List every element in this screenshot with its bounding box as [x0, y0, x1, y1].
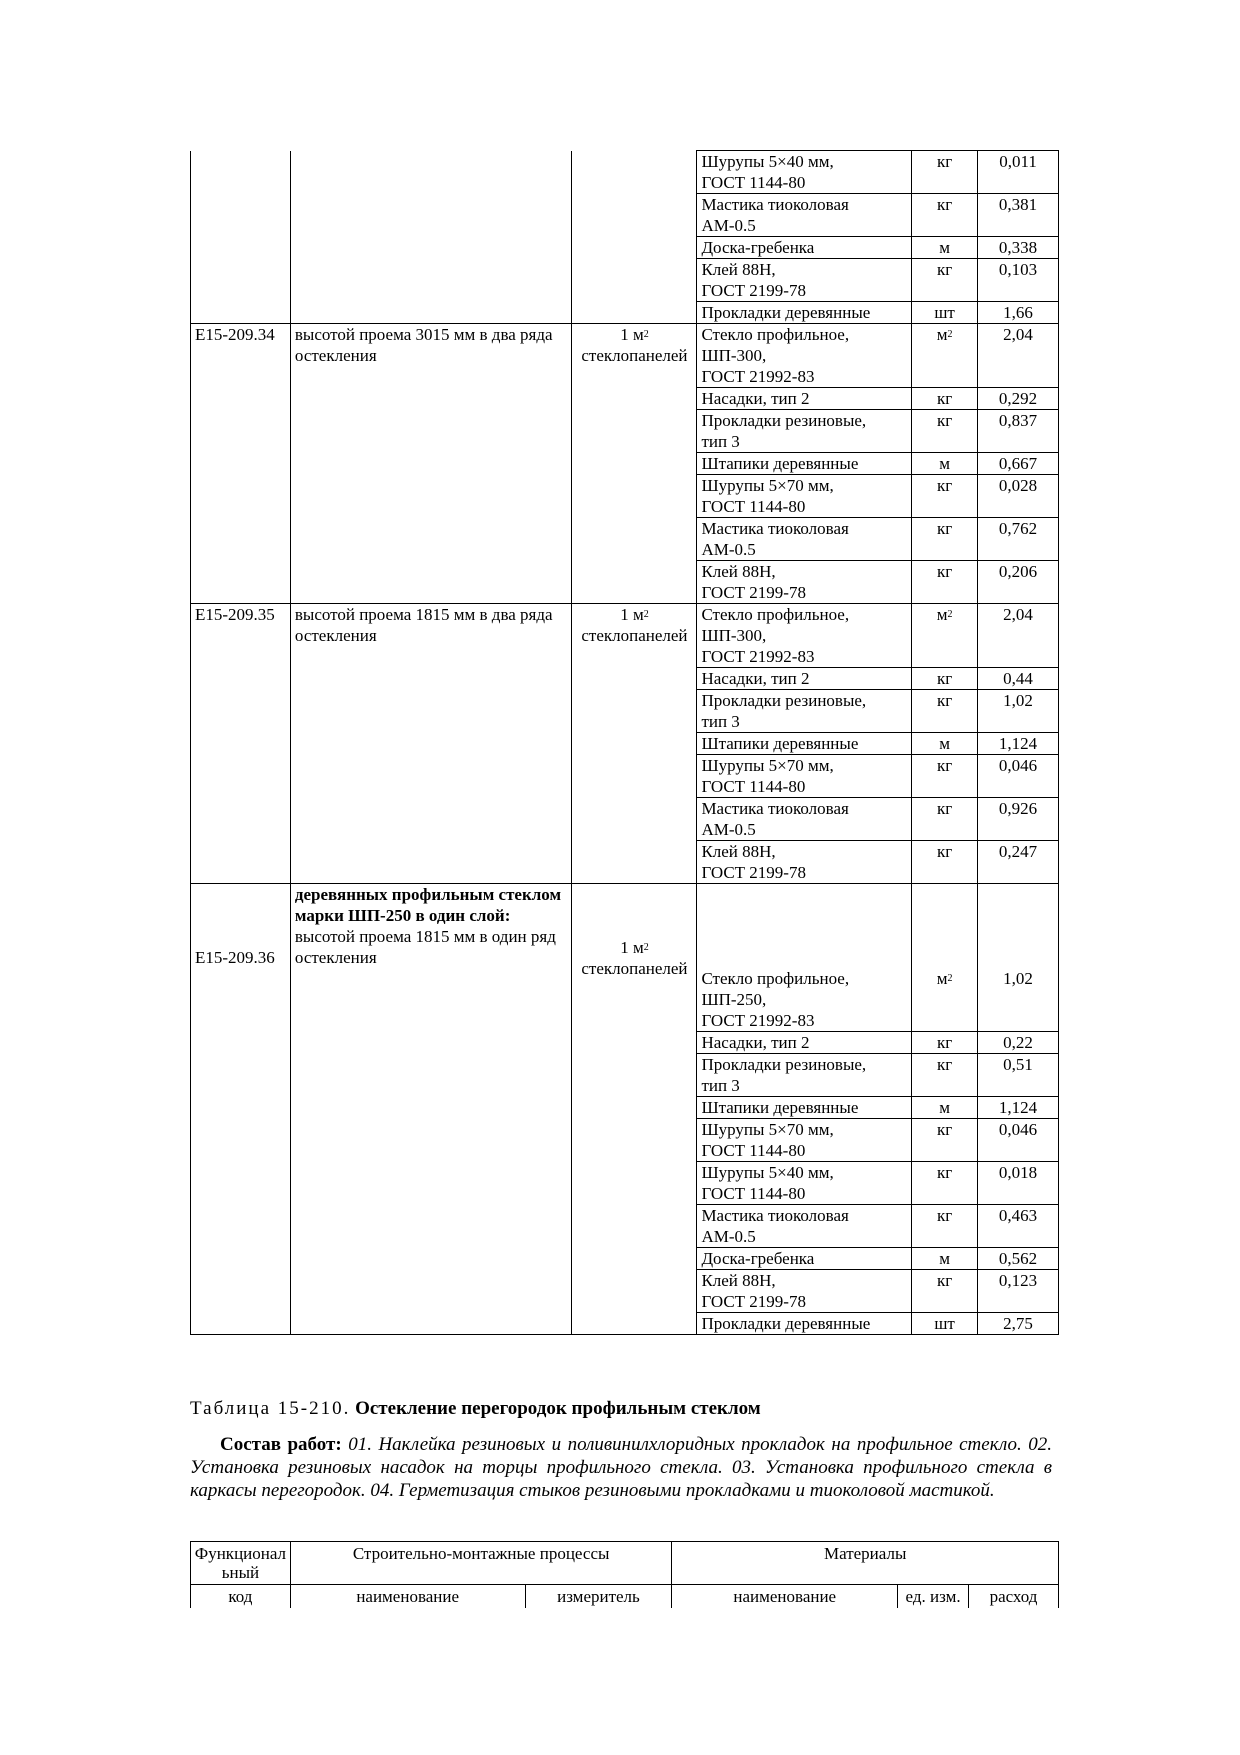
material-unit [912, 668, 978, 690]
process-name-cell [290, 324, 572, 388]
meter-cell: 1 $м^2$ стеклопанелей [572, 604, 697, 668]
material-name: Стекло профильное, ШП-300, ГОСТ 21992-83 [697, 604, 912, 668]
table-row [191, 733, 1059, 755]
material-unit [912, 1313, 978, 1335]
material-consumption: 0,667 [978, 453, 1059, 475]
table-row [191, 475, 1059, 518]
norm-code [191, 1270, 291, 1313]
material-unit-text: м [936, 605, 948, 624]
table-row [191, 324, 1059, 388]
material-unit-text: кг [936, 152, 953, 171]
material-unit-text: кг [936, 260, 953, 279]
process-name-cell [290, 755, 572, 798]
meter-cell [572, 1270, 697, 1313]
header-materials: Материалы [672, 1542, 1059, 1585]
process-name-cell [290, 798, 572, 841]
material-unit-text: м [936, 325, 948, 344]
table-row [191, 604, 1059, 668]
material-unit [912, 1162, 978, 1205]
material-unit-text: шт [934, 1314, 955, 1333]
material-unit-text: кг [936, 756, 953, 775]
process-name-cell [290, 1205, 572, 1248]
material-consumption: 0,926 [978, 798, 1059, 841]
material-name: Насадки, тип 2 [697, 668, 912, 690]
process-name-cell [290, 1313, 572, 1335]
norm-code [191, 1162, 291, 1205]
material-consumption: 0,463 [978, 1205, 1059, 1248]
process-name-cell [290, 1162, 572, 1205]
table-row [191, 1313, 1059, 1335]
material-consumption: 0,381 [978, 194, 1059, 237]
material-unit-text: шт [934, 303, 955, 322]
material-name: Мастика тиоколовая АМ-0.5 [697, 798, 912, 841]
norm-code [191, 733, 291, 755]
process-name: высотой проема 3015 мм в два ряда остекления [294, 325, 553, 365]
meter-cell [572, 237, 697, 259]
material-unit-text: кг [936, 799, 953, 818]
process-name-cell [290, 1119, 572, 1162]
material-name: Стекло профильное, ШП-300, ГОСТ 21992-83 [697, 324, 912, 388]
material-unit [912, 798, 978, 841]
meter-cell [572, 194, 697, 237]
material-name: Шурупы 5×40 мм, ГОСТ 1144-80 [697, 1162, 912, 1205]
table-row [191, 1162, 1059, 1205]
meter-cell [572, 302, 697, 324]
material-unit [912, 453, 978, 475]
header-meter: измеритель [525, 1585, 672, 1609]
material-unit-text: кг [936, 669, 953, 688]
meter-cell [572, 1313, 697, 1335]
material-name: Мастика тиоколовая АМ-0.5 [697, 194, 912, 237]
table-row [191, 259, 1059, 302]
norm-code [191, 561, 291, 604]
composition-label: Состав работ: [220, 1434, 342, 1455]
meter-cell: 1 $м^2$ стеклопанелей [572, 324, 697, 388]
process-name-cell [290, 237, 572, 259]
material-consumption: 0,011 [978, 151, 1059, 194]
meter-cell [572, 798, 697, 841]
meter-cell [572, 841, 697, 884]
norm-code [191, 453, 291, 475]
table-row [191, 668, 1059, 690]
meter-cell [572, 1162, 697, 1205]
table-row [191, 1270, 1059, 1313]
table-row [191, 841, 1059, 884]
material-unit [912, 1205, 978, 1248]
material-unit [912, 755, 978, 798]
material-name: Шурупы 5×70 мм, ГОСТ 1144-80 [697, 475, 912, 518]
process-name-cell [290, 410, 572, 453]
material-unit [912, 259, 978, 302]
material-consumption: 0,562 [978, 1248, 1059, 1270]
norm-code [191, 475, 291, 518]
material-consumption: 0,247 [978, 841, 1059, 884]
meter-cell [572, 388, 697, 410]
material-unit [912, 410, 978, 453]
material-unit-text: кг [936, 562, 953, 581]
material-unit [912, 1054, 978, 1097]
material-unit [912, 194, 978, 237]
material-unit [912, 237, 978, 259]
table-row [191, 1054, 1059, 1097]
header-consumption: расход [969, 1585, 1059, 1609]
process-name-cell [290, 1248, 572, 1270]
material-name: Мастика тиоколовая АМ-0.5 [697, 518, 912, 561]
process-name-cell [290, 194, 572, 237]
table-row [191, 453, 1059, 475]
material-name: Насадки, тип 2 [697, 388, 912, 410]
table-caption [190, 1398, 761, 1420]
material-name: Клей 88Н, ГОСТ 2199-78 [697, 1270, 912, 1313]
material-unit-text: кг [936, 1120, 953, 1139]
meter-cell [572, 561, 697, 604]
material-name: Клей 88Н, ГОСТ 2199-78 [697, 561, 912, 604]
table-row [191, 1032, 1059, 1054]
norm-code [191, 1248, 291, 1270]
norm-code [191, 194, 291, 237]
norm-code: Е15-209.35 [191, 604, 291, 668]
material-unit-text: кг [936, 1206, 953, 1225]
material-name: Доска-гребенка [697, 237, 912, 259]
norm-code [191, 1054, 291, 1097]
norm-code [191, 259, 291, 302]
process-name-cell [290, 1054, 572, 1097]
material-name: Доска-гребенка [697, 1248, 912, 1270]
norm-code [191, 755, 291, 798]
material-name: Насадки, тип 2 [697, 1032, 912, 1054]
material-unit-text: кг [936, 1055, 953, 1074]
composition-text: 01. Наклейка резиновых и поливинилхлоридных прокладок на профильное стекло. 02. Установка резиновых насадок на торцы профильного стекла. 03. Установка профильного стекла в каркасы перегородок. 04. Герметизация стыков резиновыми прокладками и тиоколовой мастикой. [190, 1434, 1052, 1501]
material-name: Штапики деревянные [697, 733, 912, 755]
material-consumption: 1,02 [978, 884, 1059, 1032]
process-name-cell [290, 1270, 572, 1313]
material-name: Клей 88Н, ГОСТ 2199-78 [697, 259, 912, 302]
norm-code [191, 668, 291, 690]
material-name: Стекло профильное, ШП-250, ГОСТ 21992-83 [697, 884, 912, 1032]
material-unit-text: кг [936, 1271, 953, 1290]
material-name: Прокладки резиновые, тип 3 [697, 690, 912, 733]
material-consumption: 0,046 [978, 755, 1059, 798]
meter-cell [572, 259, 697, 302]
meter-object: стеклопанелей [581, 626, 688, 645]
header-name: наименование [290, 1585, 525, 1609]
material-consumption: 0,44 [978, 668, 1059, 690]
table-row [191, 561, 1059, 604]
material-name: Прокладки деревянные [697, 302, 912, 324]
process-name-cell [290, 561, 572, 604]
meter-value: 1 м [620, 605, 644, 624]
material-consumption: 0,338 [978, 237, 1059, 259]
process-name-cell [290, 604, 572, 668]
material-name: Клей 88Н, ГОСТ 2199-78 [697, 841, 912, 884]
material-consumption: 1,124 [978, 1097, 1059, 1119]
material-unit [912, 1097, 978, 1119]
material-unit-text: м [939, 734, 950, 753]
meter-object: стеклопанелей [581, 958, 688, 978]
material-unit: $м^2$ [912, 884, 978, 1032]
section-heading: деревянных профильным стеклом марки ШП-250 в один слой: [294, 885, 562, 925]
norm-code [191, 798, 291, 841]
table-row [191, 1097, 1059, 1119]
norm-code [191, 518, 291, 561]
material-unit [912, 1119, 978, 1162]
material-consumption: 0,018 [978, 1162, 1059, 1205]
meter-cell [572, 1097, 697, 1119]
material-unit-text: кг [936, 476, 953, 495]
material-consumption: 2,04 [978, 604, 1059, 668]
material-unit-text: м [939, 1249, 950, 1268]
material-unit [912, 1248, 978, 1270]
table-row [191, 690, 1059, 733]
table-row [191, 410, 1059, 453]
norm-code [191, 1032, 291, 1054]
material-consumption: 0,028 [978, 475, 1059, 518]
material-unit-text: м [939, 238, 950, 257]
material-unit [912, 518, 978, 561]
material-unit-text: кг [936, 389, 953, 408]
process-name-cell [290, 259, 572, 302]
process-name-cell [290, 388, 572, 410]
material-unit [912, 302, 978, 324]
material-unit [912, 151, 978, 194]
material-unit-text: кг [936, 1163, 953, 1182]
meter-cell [572, 1032, 697, 1054]
material-unit-text: кг [936, 195, 953, 214]
material-unit-text: кг [936, 842, 953, 861]
material-consumption: 0,123 [978, 1270, 1059, 1313]
caption-label: Таблица 15-210. [190, 1398, 351, 1419]
process-name: высотой проема 1815 мм в два ряда остекления [294, 605, 553, 645]
table-row [191, 194, 1059, 237]
meter-value: 1 м [620, 325, 644, 344]
norm-code: Е15-209.34 [191, 324, 291, 388]
material-consumption: 0,762 [978, 518, 1059, 561]
material-unit [912, 1032, 978, 1054]
material-name: Шурупы 5×40 мм, ГОСТ 1144-80 [697, 151, 912, 194]
material-consumption: 0,046 [978, 1119, 1059, 1162]
norms-table [190, 150, 1059, 1335]
norm-code [191, 1313, 291, 1335]
meter-cell [572, 1248, 697, 1270]
norm-code [191, 410, 291, 453]
norm-code [191, 302, 291, 324]
meter-cell [572, 1119, 697, 1162]
material-unit [912, 475, 978, 518]
table-row [191, 151, 1059, 194]
process-name-cell [290, 733, 572, 755]
material-name: Прокладки резиновые, тип 3 [697, 410, 912, 453]
material-name: Прокладки резиновые, тип 3 [697, 1054, 912, 1097]
material-unit-text: кг [936, 519, 953, 538]
norm-code [191, 1119, 291, 1162]
material-name: Шурупы 5×70 мм, ГОСТ 1144-80 [697, 755, 912, 798]
material-name: Прокладки деревянные [697, 1313, 912, 1335]
process-name-cell [290, 475, 572, 518]
meter-cell [572, 453, 697, 475]
table-row [191, 388, 1059, 410]
header-unit: ед. изм. [898, 1585, 969, 1609]
norm-code [191, 151, 291, 194]
material-unit [912, 388, 978, 410]
process-name-cell [290, 668, 572, 690]
table-row [191, 755, 1059, 798]
material-unit [912, 1270, 978, 1313]
material-unit [912, 841, 978, 884]
material-consumption: 0,837 [978, 410, 1059, 453]
process-name-cell [290, 453, 572, 475]
material-consumption: 2,04 [978, 324, 1059, 388]
norm-code [191, 841, 291, 884]
table-row [191, 1119, 1059, 1162]
meter-cell [572, 668, 697, 690]
norms-table-body [191, 151, 1059, 1335]
material-consumption: 1,66 [978, 302, 1059, 324]
material-name: Штапики деревянные [697, 453, 912, 475]
process-name-cell [290, 302, 572, 324]
header-code: код [191, 1585, 291, 1609]
header-functional: Функциональный [191, 1542, 291, 1585]
process-name-cell [290, 518, 572, 561]
meter-cell [572, 690, 697, 733]
norm-code [191, 1097, 291, 1119]
material-name: Штапики деревянные [697, 1097, 912, 1119]
material-unit-text: кг [936, 691, 953, 710]
meter-cell [572, 151, 697, 194]
material-unit-text: кг [936, 1033, 953, 1052]
meter-object: стеклопанелей [581, 346, 688, 365]
table-row [191, 798, 1059, 841]
table-row [191, 302, 1059, 324]
material-name: Шурупы 5×70 мм, ГОСТ 1144-80 [697, 1119, 912, 1162]
meter-value: 1 м [620, 937, 644, 957]
material-unit [912, 561, 978, 604]
material-unit [912, 733, 978, 755]
meter-cell [572, 1054, 697, 1097]
material-consumption: 0,103 [978, 259, 1059, 302]
norm-code [191, 1205, 291, 1248]
meter-cell [572, 1205, 697, 1248]
meter-cell [572, 410, 697, 453]
meter-cell [572, 518, 697, 561]
material-name: Мастика тиоколовая АМ-0.5 [697, 1205, 912, 1248]
table-row [191, 237, 1059, 259]
process-name-cell [290, 690, 572, 733]
header-material-name: наименование [672, 1585, 898, 1609]
caption-title: Остекление перегородок профильным стеклом [355, 1398, 761, 1419]
meter-cell [572, 733, 697, 755]
meter-cell [572, 755, 697, 798]
material-consumption: 0,22 [978, 1032, 1059, 1054]
material-consumption: 0,206 [978, 561, 1059, 604]
process-name-cell [290, 1032, 572, 1054]
meter-cell: 1 $м^2$ стеклопанелей [572, 884, 697, 1032]
table-row [191, 518, 1059, 561]
process-name: высотой проема 1815 мм в один ряд остекления [294, 927, 556, 967]
header-processes: Строительно-монтажные процессы [290, 1542, 672, 1585]
material-consumption: 2,75 [978, 1313, 1059, 1335]
material-consumption: 0,51 [978, 1054, 1059, 1097]
process-name-cell [290, 1097, 572, 1119]
process-name-cell [290, 151, 572, 194]
material-unit-text: кг [936, 411, 953, 430]
material-unit [912, 690, 978, 733]
process-name-cell [290, 884, 572, 1032]
material-unit-text: м [939, 1098, 950, 1117]
material-unit-text: м [936, 969, 948, 988]
meter-cell [572, 475, 697, 518]
table-row [191, 1205, 1059, 1248]
process-name-cell [290, 841, 572, 884]
material-unit: $м^2$ [912, 324, 978, 388]
material-consumption: 0,292 [978, 388, 1059, 410]
norm-code: Е15-209.36 [191, 884, 291, 1032]
material-consumption: 1,124 [978, 733, 1059, 755]
work-composition [190, 1433, 1052, 1502]
material-unit-text: м [939, 454, 950, 473]
norm-code [191, 690, 291, 733]
norm-code [191, 237, 291, 259]
next-table-header [190, 1541, 1059, 1608]
norm-code [191, 388, 291, 410]
table-row [191, 884, 1059, 1032]
table-row [191, 1248, 1059, 1270]
material-consumption: 1,02 [978, 690, 1059, 733]
material-unit: $м^2$ [912, 604, 978, 668]
